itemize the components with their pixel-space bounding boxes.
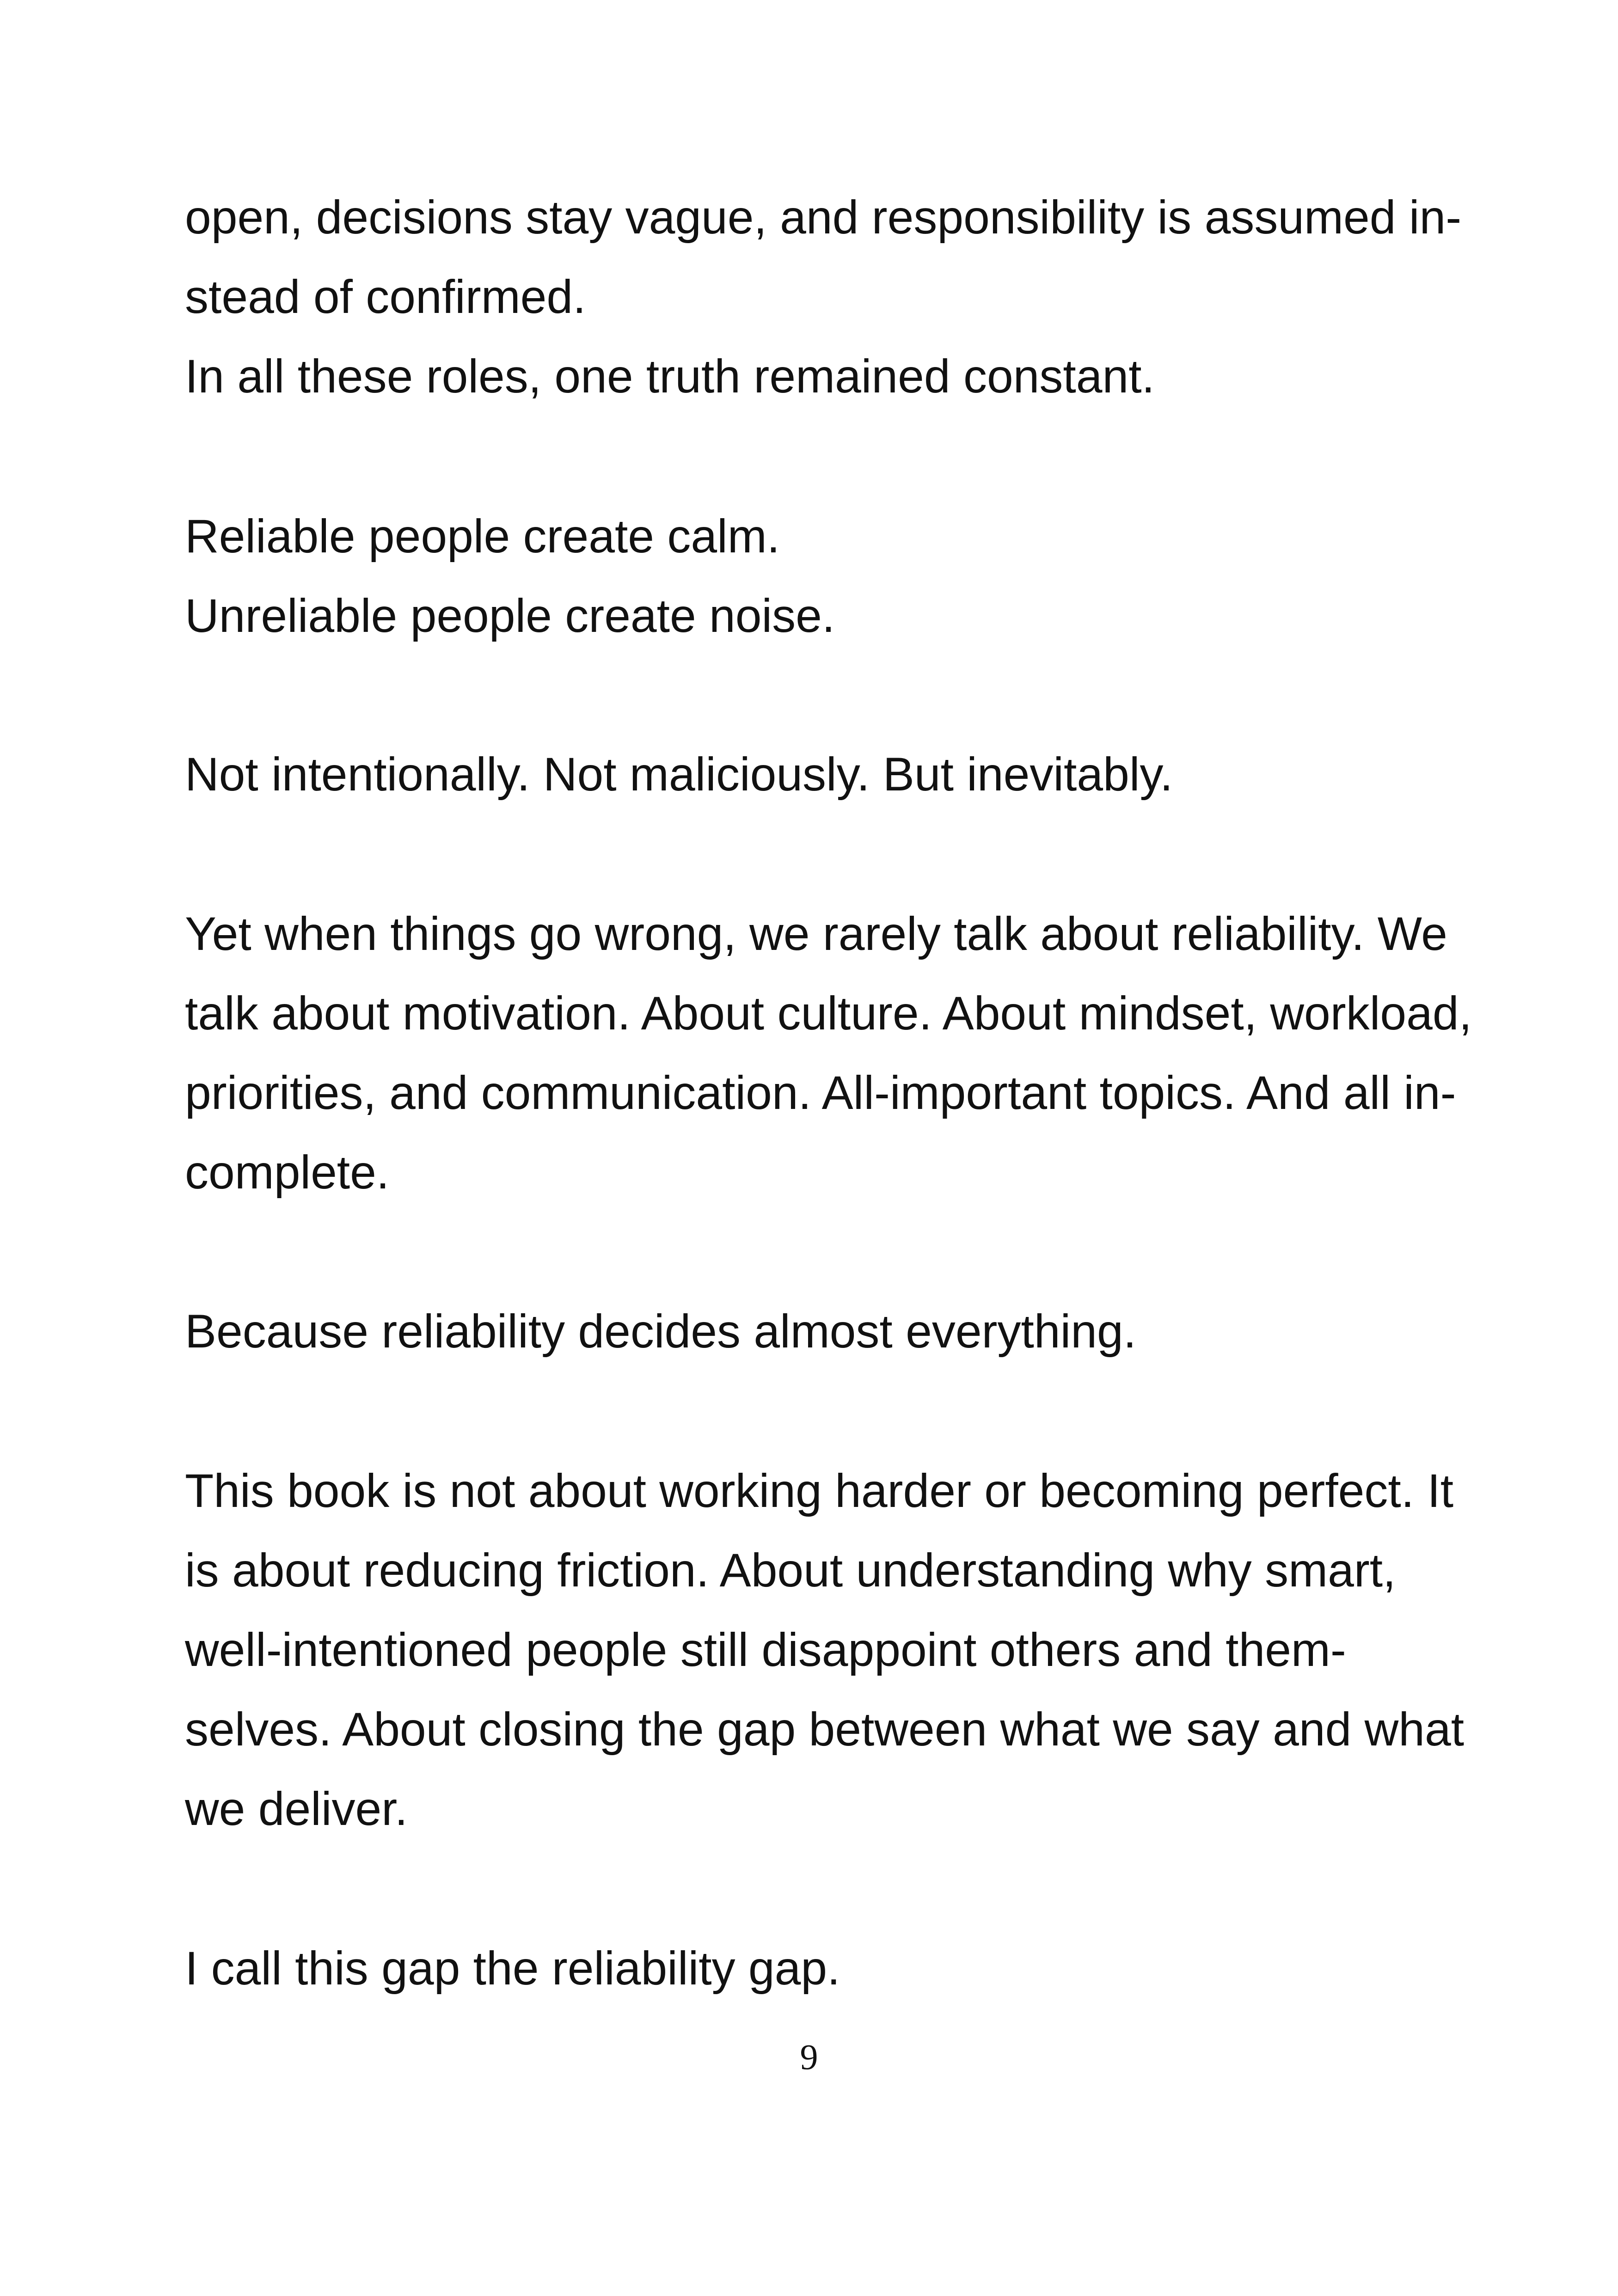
paragraph-2-line-2: Unreliable people create noise.: [185, 589, 835, 642]
paragraph-3-line-1: Not intentionally. Not maliciously. But inevitably.: [185, 748, 1173, 801]
paragraph-6-line-5: we deliver.: [185, 1782, 408, 1835]
paragraph-4-line-3: priorities, and communication. All-important topics. And all in-: [185, 1066, 1456, 1119]
paragraph-6-line-4: selves. About closing the gap between what we say and what: [185, 1703, 1465, 1756]
paragraph-4-line-1: Yet when things go wrong, we rarely talk about reliability. We: [185, 907, 1447, 960]
paragraph-4-line-2: talk about motivation. About culture. About mindset, workload,: [185, 987, 1472, 1040]
paragraph-2-line-1: Reliable people create calm.: [185, 510, 780, 563]
paragraph-5-line-1: Because reliability decides almost everything.: [185, 1305, 1137, 1358]
paragraph-1-line-1: open, decisions stay vague, and responsibility is assumed in-: [185, 191, 1462, 244]
paragraph-7-line-1: I call this gap the reliability gap.: [185, 1942, 840, 1995]
paragraph-6-line-1: This book is not about working harder or becoming perfect. It: [185, 1464, 1454, 1517]
paragraph-1-line-2: stead of confirmed.: [185, 270, 586, 323]
page-number: 9: [800, 2037, 818, 2077]
paragraph-6-line-2: is about reducing friction. About understanding why smart,: [185, 1544, 1396, 1597]
paragraph-1-line-3: In all these roles, one truth remained constant.: [185, 350, 1155, 403]
paragraph-4-line-4: complete.: [185, 1146, 390, 1199]
paragraph-6-line-3: well-intentioned people still disappoint others and them-: [185, 1623, 1346, 1676]
